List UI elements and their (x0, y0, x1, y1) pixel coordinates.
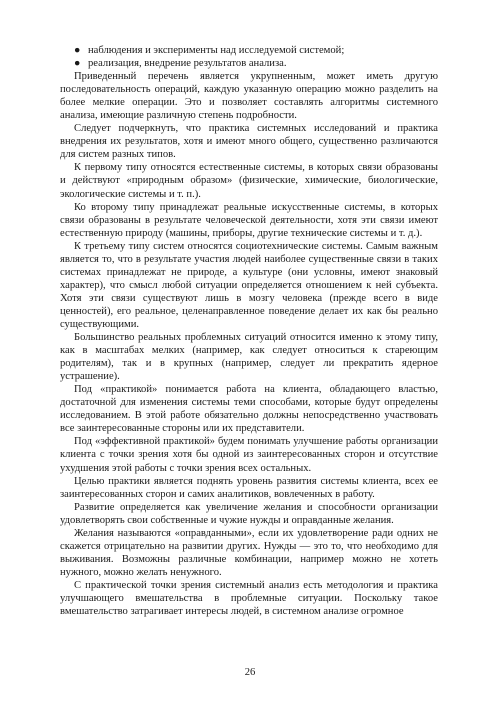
paragraph: Ко второму типу принадлежат реальные искусственные системы, в которых связи образованы в результате человеческой деятельности, хотя эти связи имеют естественную природу (машины, приборы, другие технические системы и т. д.). (60, 201, 438, 239)
paragraph: С практической точки зрения системный анализ есть методология и практика улучшающего вмешательства в проблемные ситуации. Поскольку такое вмешательство затрагивает интересы людей, в системном анализе огромное (60, 579, 438, 618)
paragraph: Приведенный перечень является укрупненным, может иметь другую последовательность операций, каждую указанную операцию можно разделить на более мелкие операции. Это и позволяет составлять алгоритмы системного анализа, имеющие различную степень подробности. (60, 71, 438, 122)
paragraph: Желания называются «оправданными», если их удовлетворение ради одних не скажется отрицательно на развитии других. Нужды — это то, что необходимо для выживания. Возможны различные комбинации, например можно не хотеть нужного, можно желать ненужного. (60, 527, 438, 578)
paragraph: Под «эффективной практикой» будем понимать улучшение работы организации клиента с точки зрения хотя бы одной из заинтересованных сторон и отсутствие ухудшения этой работы с точки зрения всех остальных. (60, 436, 438, 474)
paragraph: Развитие определяется как увеличение желания и способности организации удовлетворять свои собственные и чужие нужды и оправданные желания. (60, 501, 438, 526)
bullet-icon: ● (74, 58, 81, 70)
bullet-icon: ● (74, 45, 81, 56)
bullet-text: наблюдения и эксперименты над исследуемой системой; (88, 45, 345, 56)
paragraph: К третьему типу систем относятся социотехнические системы. Самым важным является то, что в результате участия людей наиболее существенные связи в таких системах принадлежат не природе, а культуре (они условны, имеют знаковый характер), что смысл любой ситуации определяется отношением к ней субъекта. Хотя эти связи существуют лишь в мозгу человека (прежде всего в виде ценностей), его реальное, целенаправленное поведение делает их как бы реально существующими. (60, 240, 438, 330)
bullet-list (60, 44, 438, 70)
bullet-text: реализация, внедрение результатов анализа. (88, 58, 287, 70)
page-body (60, 44, 438, 618)
paragraph: Целью практики является поднять уровень развития системы клиента, всех ее заинтересованных сторон и самих аналитиков, вовлеченных в работу. (60, 475, 438, 500)
page-number: 26 (244, 667, 256, 678)
bullet-item (74, 44, 438, 57)
bullet-item (74, 57, 438, 70)
paragraph: Следует подчеркнуть, что практика системных исследований и практика внедрения их результатов, хотя и имеют много общего, существенно различаются для систем разных типов. (60, 123, 438, 161)
paragraph: К первому типу относятся естественные системы, в которых связи образованы и действуют «природным образом» (физические, химические, биологические, экологические системы и т. п.). (60, 162, 438, 200)
paragraph: Большинство реальных проблемных ситуаций относится именно к этому типу, как в масштабах мелких (например, как следует относиться к стареющим родителям), так и в крупных (например, следует ли прекратить ядерное устрашение). (60, 332, 438, 383)
paragraph: Под «практикой» понимается работа на клиента, обладающего властью, достаточной для изменения системы теми способами, которые будут определены исследованием. В этой работе обязательно должны непосредственно участвовать все заинтересованные стороны или их представители. (60, 384, 438, 435)
